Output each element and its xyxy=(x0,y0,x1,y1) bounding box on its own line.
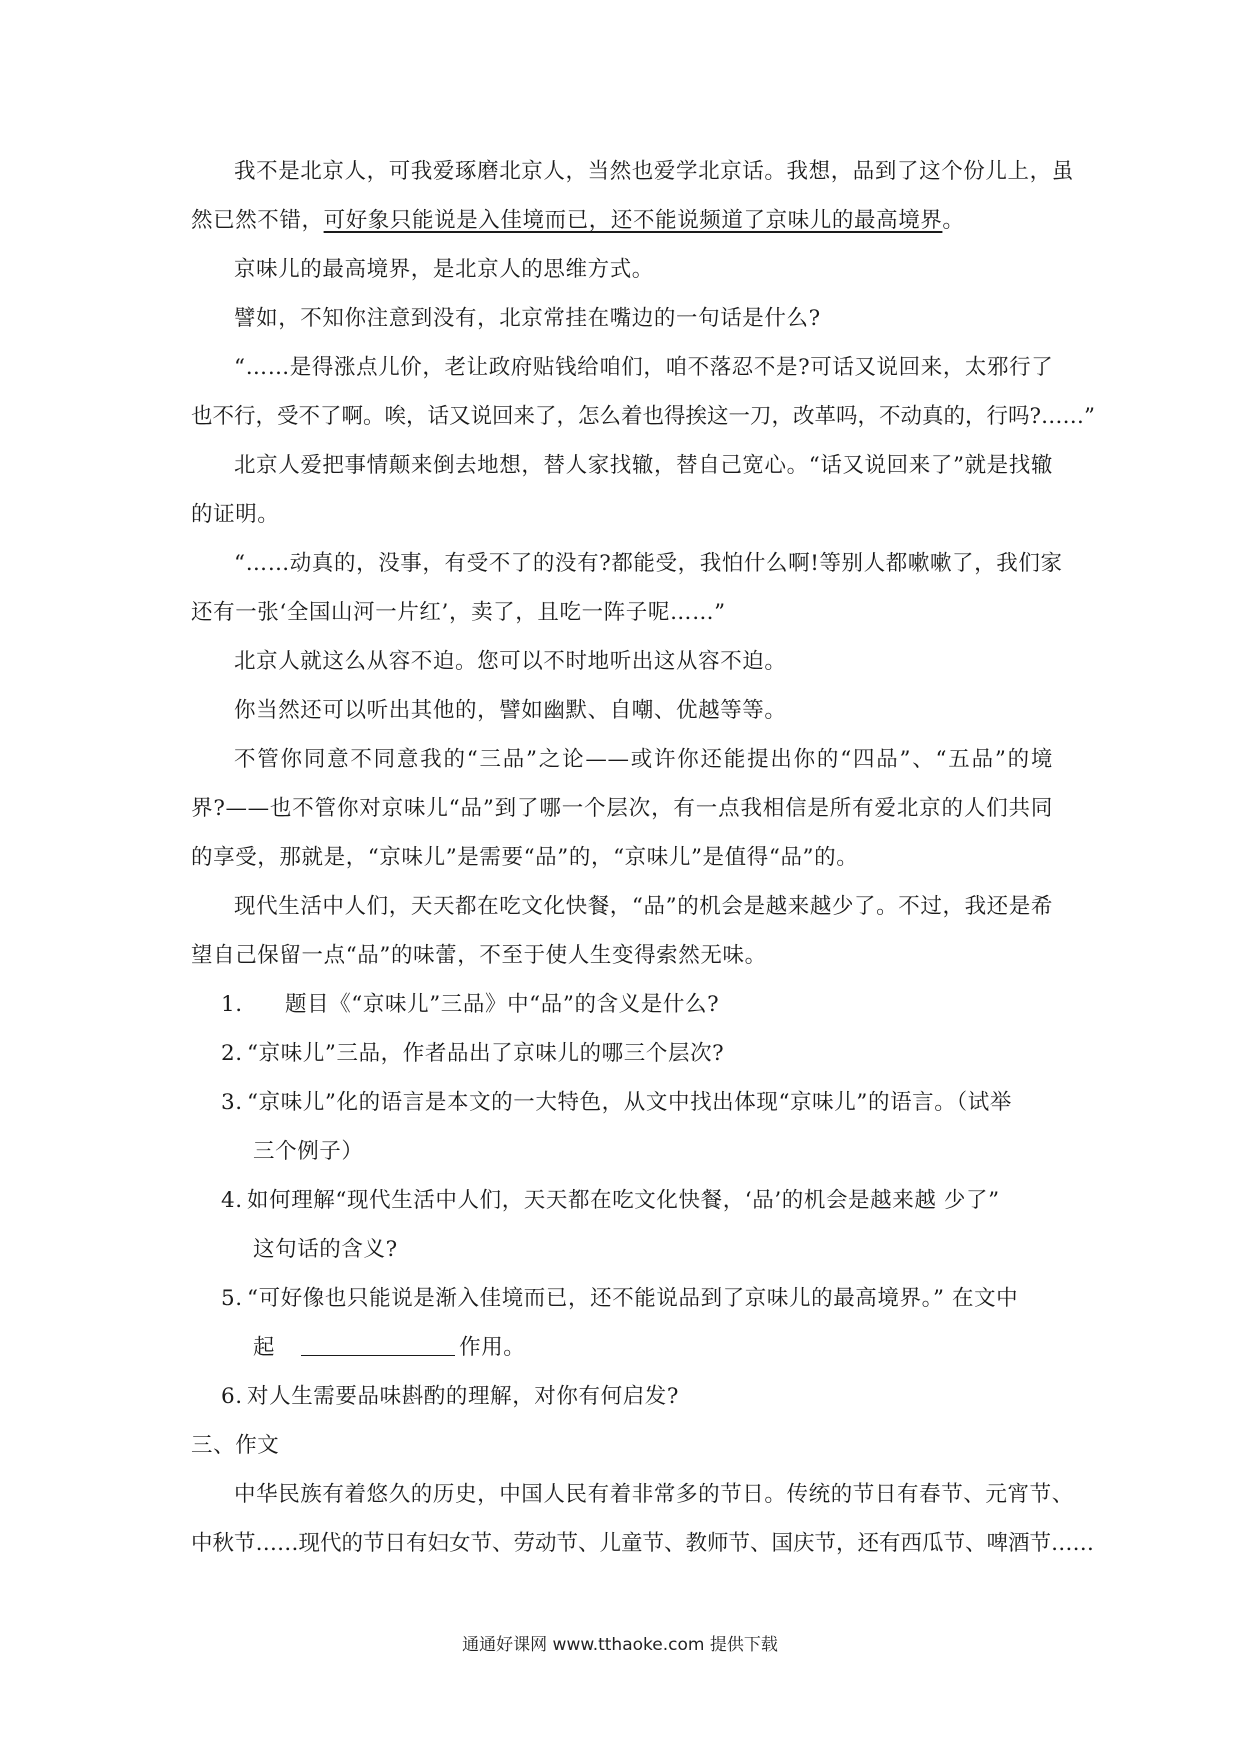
paragraph-line: “……是得涨点儿价，老让政府贴钱给咱们，咱不落忍不是?可话又说回来，太邪行了 xyxy=(234,355,1054,380)
question-3 xyxy=(191,1085,1053,1120)
paragraph-line: “……动真的，没事，有受不了的没有?都能受，我怕什么啊!等别人都嗽嗽了，我们家 xyxy=(234,551,1063,576)
question-5 xyxy=(191,1281,1053,1316)
paragraph-line: 中华民族有着悠久的历史，中国人民有着非常多的节日。传统的节日有春节、元宵节、 xyxy=(234,1482,1074,1507)
paragraph-line: 你当然还可以听出其他的，譬如幽默、自嘲、优越等等。 xyxy=(234,698,787,723)
paragraph-line: 北京人爱把事情颠来倒去地想，替人家找辙，替自己宽心。“话又说回来了”就是找辙 xyxy=(234,453,1053,478)
paragraph-line: 中秋节……现代的节日有妇女节、劳动节、儿童节、教师节、国庆节，还有西瓜节、啤酒节…… xyxy=(191,1531,1095,1556)
paragraph-line xyxy=(191,203,1053,238)
question-text: “京味儿”化的语言是本文的一大特色，从文中找出体现“京味儿”的语言。（试举 xyxy=(247,1090,1012,1115)
question-text: “京味儿”三品，作者品出了京味儿的哪三个层次? xyxy=(247,1041,725,1066)
document-body xyxy=(191,154,1096,1575)
question-4 xyxy=(191,1183,1053,1218)
paragraph-line: 譬如，不知你注意到没有，北京常挂在嘴边的一句话是什么? xyxy=(234,306,821,331)
paragraph-line: 的证明。 xyxy=(191,502,280,527)
question-6 xyxy=(191,1379,1053,1414)
paragraph-line: 还有一张‘全国山河一片红’，卖了，且吃一阵子呢……” xyxy=(191,600,726,625)
paragraph-line: 京味儿的最高境界，是北京人的思维方式。 xyxy=(234,257,654,282)
question-text: 起 xyxy=(253,1335,276,1360)
question-number: 1. xyxy=(221,992,243,1017)
paragraph-line: 也不行，受不了啊。唉，话又说回来了，怎么着也得挨这一刀，改革吗，不动真的，行吗?……” xyxy=(191,404,1096,429)
question-text: 如何理解“现代生活中人们，天天都在吃文化快餐，‘品’的机会是越来越 少了” xyxy=(247,1188,1000,1213)
question-number: 3. xyxy=(221,1090,243,1115)
question-text: 题目《“京味儿”三品》中“品”的含义是什么? xyxy=(285,992,720,1017)
question-2 xyxy=(191,1036,1053,1071)
paragraph-line: 北京人就这么从容不迫。您可以不时地听出这从容不迫。 xyxy=(234,649,787,674)
paragraph-line: 现代生活中人们，天天都在吃文化快餐，“品”的机会是越来越少了。不过，我还是希 xyxy=(234,894,1053,919)
text-run: 。 xyxy=(942,208,965,233)
underlined-sentence: 可好象只能说是入佳境而已，还不能说频道了京味儿的最高境界 xyxy=(323,208,943,233)
paragraph-line: 的享受，那就是，“京味儿”是需要“品”的，“京味儿”是值得“品”的。 xyxy=(191,845,859,870)
answer-blank[interactable] xyxy=(301,1331,455,1356)
question-text: 对人生需要品味斟酌的理解，对你有何启发? xyxy=(247,1384,680,1409)
paragraph-line: 界?——也不管你对京味儿“品”到了哪一个层次，有一点我相信是所有爱北京的人们共同 xyxy=(191,796,1053,821)
question-3-continued: 三个例子） xyxy=(253,1139,364,1164)
paragraph-line: 我不是北京人，可我爱琢磨北京人，当然也爱学北京话。我想，品到了这个份儿上，虽 xyxy=(234,159,1074,184)
text-run: 然已然不错， xyxy=(191,208,324,233)
question-1 xyxy=(191,987,1053,1022)
question-4-continued: 这句话的含义? xyxy=(253,1237,398,1262)
page-footer: 通通好课网 www.tthaoke.com 提供下载 xyxy=(462,1635,778,1655)
paragraph-line: 望自己保留一点“品”的味蕾，不至于使人生变得索然无味。 xyxy=(191,943,767,968)
paragraph-line: 不管你同意不同意我的“三品”之论——或许你还能提出你的“四品”、“五品”的境 xyxy=(234,747,1053,772)
question-number: 4. xyxy=(221,1188,243,1213)
question-5-continued xyxy=(191,1330,1053,1365)
question-text: 作用。 xyxy=(459,1335,526,1360)
question-number: 5. xyxy=(221,1286,243,1311)
section-heading: 三、作文 xyxy=(191,1433,280,1458)
question-number: 6. xyxy=(221,1384,243,1409)
question-text: “可好像也只能说是渐入佳境而已，还不能说品到了京味儿的最高境界。” 在文中 xyxy=(247,1286,1019,1311)
question-number: 2. xyxy=(221,1041,243,1066)
